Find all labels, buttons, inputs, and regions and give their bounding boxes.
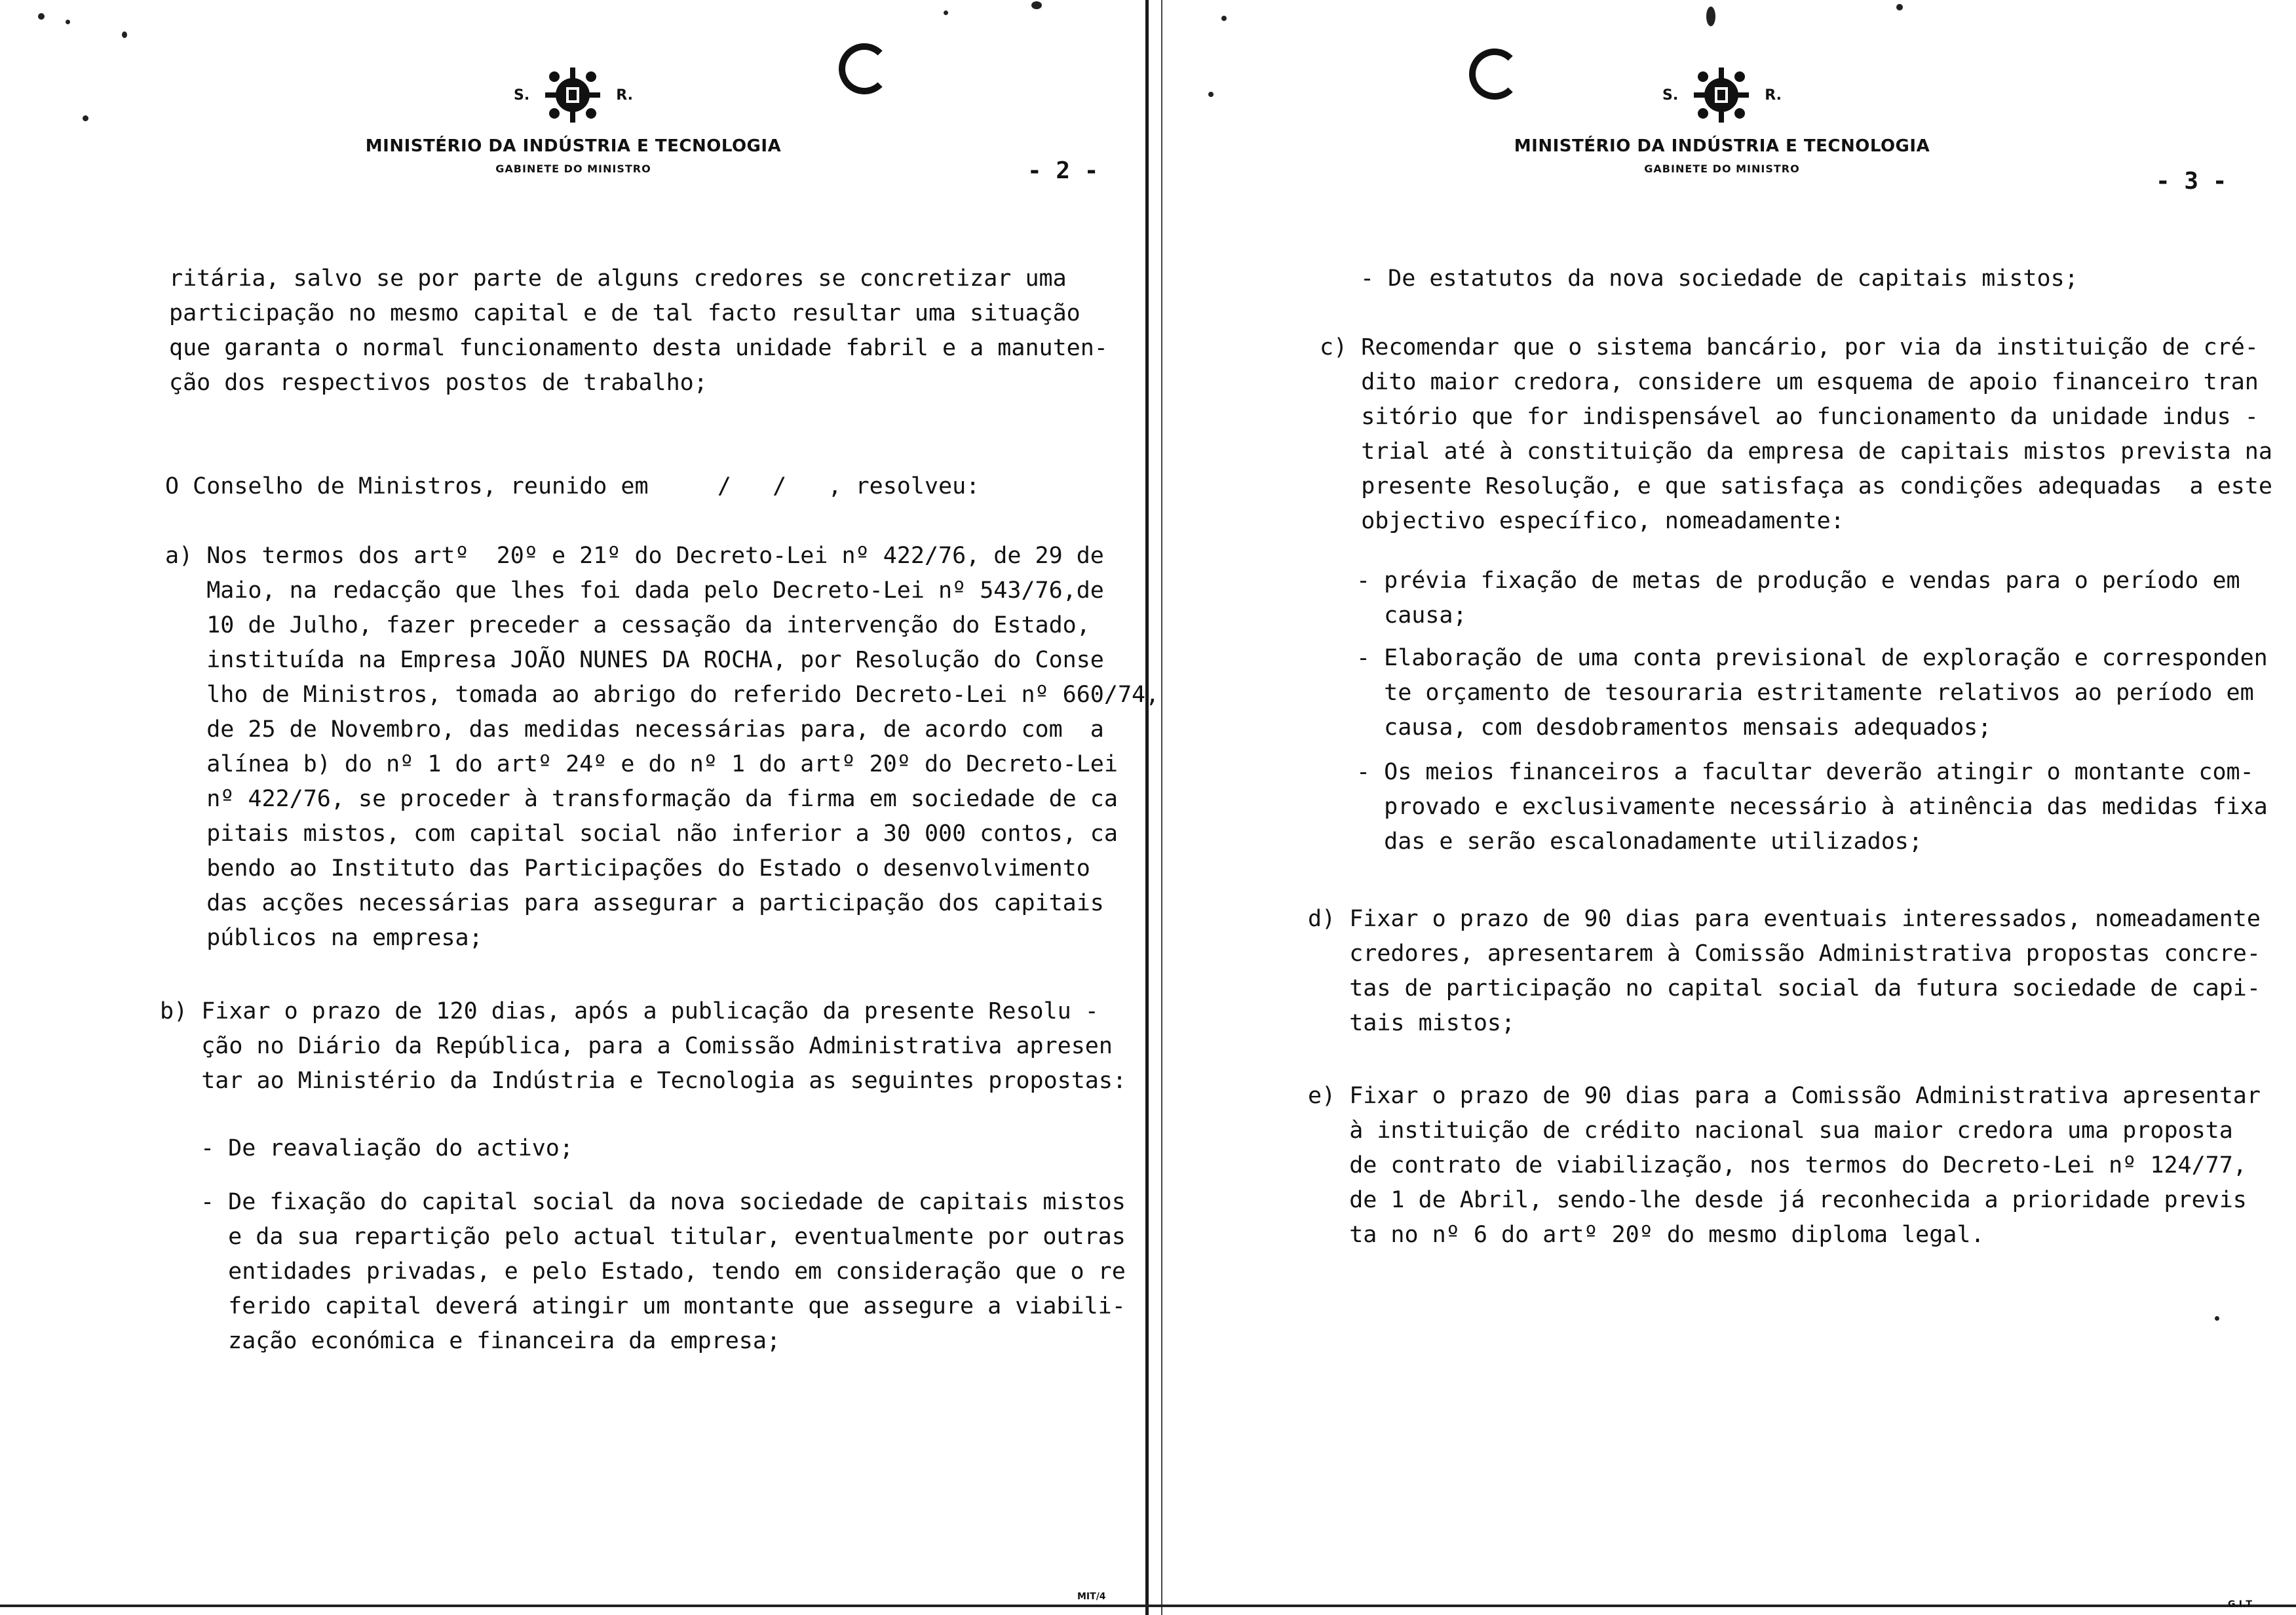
letterhead-s: S. xyxy=(1662,87,1679,104)
scan-speck xyxy=(38,13,45,20)
item-c-dash-3: - Os meios financeiros a facultar deverão atingir o montante com- provado e exclusivamente necessário à atinência das medidas fixa das e serão escalonadamente utilizados; xyxy=(1356,759,2268,855)
letterhead xyxy=(278,59,868,175)
item-c-dash-1: - prévia fixação de metas de produção e vendas para o período em causa; xyxy=(1356,568,2240,629)
item-b: b) Fixar o prazo de 120 dias, após a publicação da presente Resolu - ção no Diário da República, para a Comissão Administrativa apresen tar ao Ministério da Indústria e Tecnologia as seguintes propostas: xyxy=(160,998,1127,1094)
item-d: d) Fixar o prazo de 90 dias para eventuais interessados, nomeadamente credores, apresentarem à Comissão Administrativa propostas concre- tas de participação no capital social da futura sociedade de capi- tais mistos; xyxy=(1308,906,2261,1036)
item-c: c) Recomendar que o sistema bancário, por via da instituição de cré- dito maior credora, considere um esquema de apoio financeiro tran sitório que for indispensável ao funcionamento da unidade indus - trial até à constituição da empresa de capitais mistos prevista na presente Resolução, e que satisfaça as condições adequadas a este objectivo específico, nomeadamente: xyxy=(1320,334,2272,534)
dash-statutes: - De estatutos da nova sociedade de capitais mistos; xyxy=(1360,265,2078,292)
ministry-name: MINISTÉRIO DA INDÚSTRIA E TECNOLOGIA xyxy=(1514,136,1930,156)
page-number: - 2 - xyxy=(1027,157,1099,184)
cabinet-name: GABINETE DO MINISTRO xyxy=(1644,163,1800,175)
footer-code: MIT/4 xyxy=(1077,1591,1106,1602)
letterhead-r: R. xyxy=(616,87,633,104)
resolution-intro: O Conselho de Ministros, reunido em / / , resolveu: xyxy=(165,473,980,499)
scan-speck xyxy=(1896,4,1903,10)
scan-speck xyxy=(1031,1,1042,9)
page-number: - 3 - xyxy=(2156,168,2227,195)
stamp-mark-icon xyxy=(1469,49,1520,100)
coat-of-arms-icon xyxy=(541,64,604,126)
scan-speck xyxy=(2215,1316,2219,1321)
scan-speck xyxy=(66,20,70,24)
scan-speck xyxy=(1208,92,1214,97)
item-e: e) Fixar o prazo de 90 dias para a Comissão Administrativa apresentar à instituição de crédito nacional sua maior credora uma proposta de contrato de viabilização, nos termos do Decreto-Lei nº 124/77, de 1 de Abril, sendo-lhe desde já reconhecida a prioridade previs ta no nº 6 do artº 20º do mesmo diploma legal. xyxy=(1308,1083,2261,1248)
emblem-row xyxy=(278,59,868,131)
ministry-name: MINISTÉRIO DA INDÚSTRIA E TECNOLOGIA xyxy=(365,136,782,156)
scan-speck xyxy=(1221,16,1227,21)
scan-speck xyxy=(83,115,88,121)
item-a: a) Nos termos dos artº 20º e 21º do Decreto-Lei nº 422/76, de 29 de Maio, na redacção que lhes foi dada pelo Decreto-Lei nº 543/76,de 10 de Julho, fazer preceder a cessação da intervenção do Estado, instituída na Empresa JOÃO NUNES DA ROCHA, por Resolução do Conse lho de Ministros, tomada ao abrigo do referido Decreto-Lei nº 660/74, de 25 de Novembro, das medidas necessárias para, de acordo com a alínea b) do nº 1 do artº 24º e do nº 1 do artº 20º do Decreto-Lei nº 422/76, se proceder à transformação da firma em sociedade de ca pitais mistos, com capital social não inferior a 30 000 contos, ca bendo ao Instituto das Participações do Estado o desenvolvimento das acções necessárias para assegurar a participação dos capitais públicos na empresa; xyxy=(165,543,1160,951)
page-right xyxy=(1156,0,2296,1615)
scan-speck xyxy=(1706,7,1715,26)
footer-code: G.I.T xyxy=(2228,1599,2252,1610)
letterhead-s: S. xyxy=(514,87,530,104)
coat-of-arms-icon xyxy=(1690,64,1753,126)
paragraph-continuation: ritária, salvo se por parte de alguns credores se concretizar uma participação no mesmo capital e de tal facto resultar uma situação que garanta o normal funcionamento desta unidade fabril e a manuten- ção dos respectivos postos de trabalho; xyxy=(169,265,1108,396)
cabinet-name: GABINETE DO MINISTRO xyxy=(495,163,651,175)
letterhead-r: R. xyxy=(1765,87,1782,104)
stamp-mark-icon xyxy=(839,43,890,94)
item-b-dash-1: - De reavaliação do activo; xyxy=(201,1135,573,1161)
scan-speck xyxy=(944,10,948,15)
item-c-dash-2: - Elaboração de uma conta previsional de exploração e corresponden te orçamento de tesouraria estritamente relativos ao período em causa, com desdobramentos mensais adequados; xyxy=(1356,645,2268,741)
item-b-dash-2: - De fixação do capital social da nova sociedade de capitais mistos e da sua repartição pelo actual titular, eventualmente por outras entidades privadas, e pelo Estado, tendo em consideração que o re ferido capital deverá atingir um montante que assegure a viabili- zação económica e financeira da empresa; xyxy=(201,1189,1126,1354)
scan-speck xyxy=(122,31,127,38)
